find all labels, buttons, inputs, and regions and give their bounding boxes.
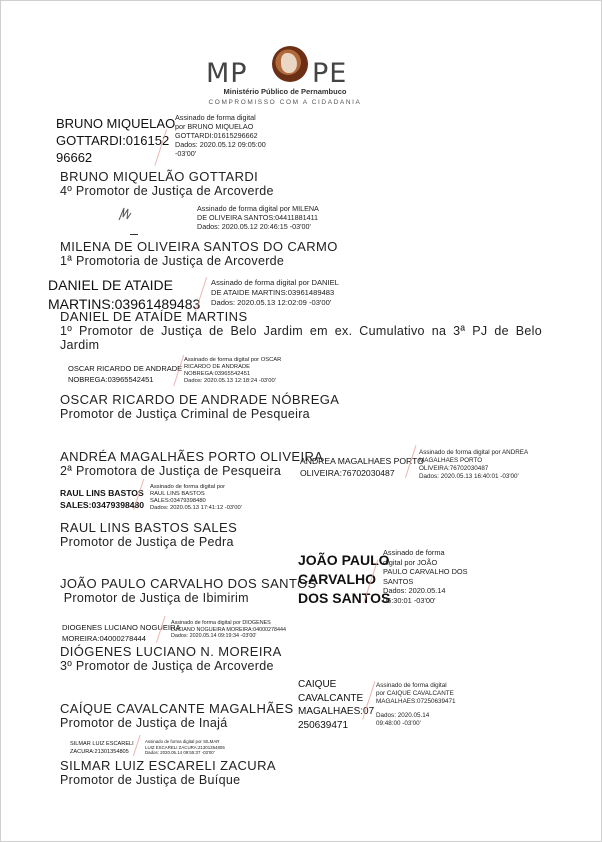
signature-details [145, 739, 225, 756]
sig-info-line: Assinado de forma digital por DIOGENES [171, 620, 271, 626]
sig-info-line: Dados: 2020.05.14 09:19:34 -03'00' [171, 633, 257, 639]
signature-details [175, 113, 266, 158]
signer-role: 3º Promotor de Justiça de Arcoverde [60, 659, 274, 673]
sig-name-line: ZACURA:21301354805 [70, 749, 129, 755]
sig-name-line: RAUL LINS BASTOS [60, 488, 144, 498]
sig-info-line: LUIZ ESCARELI ZACURA:21301354805 [145, 744, 225, 750]
logo-motto: COMPROMISSO COM A CIDADANIA [208, 99, 362, 106]
signature-details [197, 204, 319, 231]
signer-name: RAUL LINS BASTOS SALES [60, 520, 238, 535]
signer-name: MILENA DE OLIVEIRA SANTOS DO CARMO [60, 239, 338, 254]
sig-name-line: DANIEL DE ATAIDE [48, 277, 173, 293]
sig-info-line: Dados: 2020.05.14 [383, 586, 446, 595]
signature-line [130, 234, 138, 235]
mppe-logo [200, 40, 370, 110]
sig-info-line: Dados: 2020.05.12 09:05:00 [175, 140, 266, 149]
handwritten-signature-icon [118, 205, 132, 223]
signer-role: Promotor de Justiça Criminal de Pesqueira [60, 407, 310, 421]
sig-info-line: RAUL LINS BASTOS [150, 491, 205, 497]
signature-name-block [298, 678, 374, 732]
sig-info-line: DE ATAIDE MARTINS:03961489483 [211, 288, 335, 297]
sig-info-line: OLIVEIRA:76702030487 [419, 465, 489, 472]
sig-info-line: Assinado de forma digital por ANDREA [419, 449, 529, 456]
sig-info-line: Dados: 2020.05.12 20:46:15 -03'00' [197, 222, 311, 231]
signer-role: 1ª Promotoria de Justiça de Arcoverde [60, 254, 285, 268]
sig-name-line: DIOGENES LUCIANO NOGUEIRA [62, 623, 181, 632]
sig-name-line: JOÃO PAULO [298, 552, 390, 568]
sig-info-line: Assinado de forma digital por [150, 484, 226, 490]
sig-info-line: 09:48:00 -03'00' [376, 720, 421, 727]
sig-name-line: CAVALCANTE [298, 692, 364, 704]
signer-name: DIÓGENES LUCIANO N. MOREIRA [60, 644, 282, 659]
signature-details [376, 682, 455, 728]
signer-role: Promotor de Justiça de Inajá [60, 716, 228, 730]
sig-info-line: Dados: 2020.05.14 [376, 712, 430, 719]
signature-details [150, 484, 242, 512]
signature-details [419, 449, 528, 481]
sig-info-line: NOBREGA:03965542451 [184, 371, 251, 377]
signer-role: Promotor de Justiça de Buíque [60, 773, 241, 787]
sig-name-line: NOBREGA:03965542451 [68, 375, 154, 384]
signer-role: 4º Promotor de Justiça de Arcoverde [60, 184, 274, 198]
sig-info-line: GOTTARDI:01615296662 [175, 131, 258, 140]
signer-name: DANIEL DE ATAÍDE MARTINS [60, 309, 248, 324]
sig-info-line: MAGALHAES:07250639471 [376, 698, 456, 705]
sig-name-line: ANDREA MAGALHAES PORTO [300, 456, 424, 466]
sig-name-line: CARVALHO [298, 571, 377, 587]
sig-info-line: Assinado de forma digital por MILENA [197, 204, 319, 213]
pernambuco-emblem-icon [272, 46, 308, 82]
sig-info-line: LUCIANO NOGUEIRA MOREIRA:04000278444 [171, 626, 287, 633]
signer-name: BRUNO MIQUELÃO GOTTARDI [60, 169, 259, 184]
sig-name-line: MARTINS:03961489483 [48, 296, 201, 312]
signature-name-block [68, 363, 182, 385]
sig-info-line: Assinado de forma digital por OSCAR [184, 357, 282, 363]
sig-name-line: GOTTARDI:016152 [56, 133, 170, 148]
signer-name: SILMAR LUIZ ESCARELI ZACURA [60, 758, 276, 773]
sig-info-line: digital por JOÃO [383, 557, 438, 567]
role-line: 1º Promotor de Justiça de Belo Jardim em ex. Cumulativo na 3ª PJ de Belo [60, 324, 542, 338]
sig-info-line: Dados: 2020.05.13 12:02:09 -03'00' [211, 298, 332, 307]
role-line: Jardim [60, 338, 100, 352]
sig-name-line: SILMAR LUIZ ESCARELI [70, 741, 134, 747]
logo-right-text: PE [312, 58, 348, 89]
sig-info-line: Dados: 2020.05.13 16:40:01 -03'00' [419, 473, 519, 480]
sig-name-line: MAGALHAES:07 [298, 706, 375, 717]
sig-info-line: RICARDO DE ANDRADE [184, 364, 251, 370]
signer-role: 2ª Promotora de Justiça de Pesqueira [60, 464, 282, 478]
signer-name: JOÃO PAULO CARVALHO DOS SANTOS [60, 576, 317, 591]
sig-info-line: SALES:03479398480 [150, 498, 206, 504]
sig-name-line: DOS SANTOS [298, 590, 391, 606]
signature-details [211, 278, 339, 308]
signer-name: OSCAR RICARDO DE ANDRADE NÓBREGA [60, 392, 340, 407]
sig-info-line: Assinado de forma digital [175, 113, 256, 122]
signature-details [171, 620, 286, 640]
sig-info-line: Dados: 2020.05.13 17:41:12 -03'00' [150, 505, 242, 511]
signature-name-block [70, 740, 134, 756]
signer-role [60, 324, 542, 352]
sig-info-line: DE OLIVEIRA SANTOS:04411881411 [197, 213, 319, 222]
sig-info-line: Dados: 2020.05.14 09:55:37 -03'00' [145, 750, 215, 755]
sig-info-line: MAGALHAES PORTO [419, 457, 483, 464]
sig-info-line: 06:30:01 -03'00' [383, 595, 436, 605]
sig-info-line: por BRUNO MIQUELAO [175, 122, 254, 131]
sig-info-line: Assinado de forma digital [376, 682, 447, 689]
sig-info-line: -03'00' [175, 149, 197, 158]
signer-role: Promotor de Justiça de Pedra [60, 535, 234, 549]
sig-name-line: 96662 [56, 150, 93, 165]
logo-institution-name: Ministério Público de Pernambuco [223, 87, 347, 96]
sig-info-line: Assinado de forma digital por SILMAR [145, 739, 220, 744]
sig-name-line: SALES:03479398480 [60, 500, 145, 510]
signature-name-block [60, 487, 144, 511]
sig-info-line: Dados: 2020.05.13 12:18:24 -03'00' [184, 378, 276, 384]
sig-info-line: por CAIQUE CAVALCANTE [376, 690, 454, 697]
sig-name-line: BRUNO MIQUELAO [56, 116, 176, 131]
signer-name: ANDRÉA MAGALHÃES PORTO OLIVEIRA [60, 449, 324, 464]
sig-info-line: Assinado de forma [383, 548, 445, 557]
signature-details [184, 357, 281, 385]
sig-name-line: CAIQUE [298, 679, 337, 690]
logo-left-text: MP [206, 58, 248, 89]
sig-name-line: OLIVEIRA:76702030487 [300, 468, 395, 478]
sig-info-line: SANTOS [383, 576, 414, 586]
signer-role: Promotor de Justiça de Ibimirim [60, 591, 249, 605]
sig-info-line: PAULO CARVALHO DOS [383, 567, 468, 576]
signature-details [383, 548, 468, 605]
sig-name-line: 250639471 [298, 719, 349, 731]
sig-name-line: OSCAR RICARDO DE ANDRADE [68, 364, 183, 373]
sig-info-line: Assinado de forma digital por DANIEL [211, 278, 339, 287]
sig-name-line: MOREIRA:04000278444 [62, 634, 147, 643]
signer-name: CAÍQUE CAVALCANTE MAGALHÃES [60, 701, 294, 716]
